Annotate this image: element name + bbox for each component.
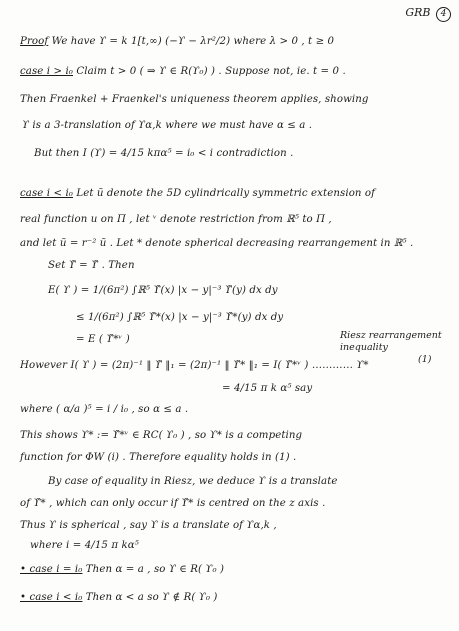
proof-line-l3 (20, 94, 369, 105)
proof-line-l20 (20, 520, 277, 531)
line-text: We have ϒ = k 1[t,∞) (−ϒ − λr²/2) where λ > 0 , t ≥ 0 (48, 36, 335, 47)
proof-line-l19 (20, 498, 325, 509)
underlined-heading: case i < i₀ (20, 188, 73, 199)
proof-line-l6 (20, 188, 375, 199)
margin-note-line: inequality (340, 342, 388, 353)
line-text: By case of equality in Riesz, we deduce ϒ is a translate (48, 476, 338, 487)
line-text: function for ΦW (i) . Therefore equality holds in (1) . (20, 452, 297, 463)
line-text: But then I (ϒ) = 4/15 kπα⁵ = i₀ < i contradiction . (34, 148, 294, 159)
proof-line-l21 (30, 540, 139, 551)
proof-line-l22 (20, 564, 224, 575)
line-text: and let ũ = r⁻² ũ . Let * denote spherical decreasing rearrangement in ℝ⁵ . (20, 238, 414, 249)
proof-line-l11 (76, 312, 283, 323)
proof-line-l8 (20, 238, 413, 249)
line-text: Then α = a , so ϒ ∈ R( ϒ₀ ) (82, 564, 225, 575)
proof-line-l2 (20, 66, 346, 77)
proof-line-l16 (20, 430, 302, 441)
underlined-heading: Proof (20, 36, 49, 47)
line-text: ϒ is a 3-translation of ϒα,k where we must have α ≤ a . (22, 120, 313, 131)
proof-line-l9 (48, 260, 135, 271)
proof-line-l13 (20, 360, 369, 371)
page-number-circle: 4 (436, 7, 451, 22)
proof-line-l17 (20, 452, 296, 463)
line-text: Set ϒ̃ = ϒ̃ . Then (48, 260, 135, 271)
line-text: = E ( ϒ̃*ᵛ ) (76, 334, 130, 345)
line-text: Let ũ denote the 5D cylindrically symmetric extension of (73, 188, 376, 199)
proof-line-l4 (22, 120, 312, 131)
proof-line-l12 (76, 334, 130, 345)
margin-note-riesz (340, 330, 442, 354)
line-text: where i = 4/15 π kα⁵ (30, 540, 139, 551)
line-text: E( ϒ ) = 1/(6π²) ∫ℝ⁵ ϒ̃(x) |x − y|⁻³ ϒ̃(y) dx dy (48, 285, 278, 296)
proof-line-l5 (34, 148, 293, 159)
line-text: However I( ϒ ) = (2π)⁻¹ ‖ ϒ̃ ‖₁ = (2π)⁻¹ ‖ ϒ̃* ‖₁ = I( ϒ̃*ᵛ ) ………… ϒ* (20, 360, 369, 371)
underlined-heading: • case i < i₀ (20, 592, 83, 603)
author-initials: GRB (405, 6, 431, 19)
underlined-heading: • case i = i₀ (20, 564, 83, 575)
line-text: Then Fraenkel + Fraenkel's uniqueness theorem applies, showing (20, 94, 369, 105)
proof-line-l7 (20, 214, 332, 225)
proof-line-l14 (222, 383, 312, 394)
page-header (405, 6, 451, 22)
line-text: = 4/15 π k α⁵ say (222, 383, 313, 394)
line-text: Then α < a so ϒ ∉ R( ϒ₀ ) (82, 592, 218, 603)
proof-line-l10 (48, 285, 278, 296)
line-text: This shows ϒ* := ϒ̃*ᵛ ∈ RC( ϒ₀ ) , so ϒ* is a competing (20, 430, 303, 441)
proof-line-l18 (48, 476, 338, 487)
line-text: ≤ 1/(6π²) ∫ℝ⁵ ϒ̃*(x) |x − y|⁻³ ϒ̃*(y) dx dy (76, 312, 284, 323)
line-text: real function u on Π , let ᵛ denote restriction from ℝ⁵ to Π , (20, 214, 332, 225)
margin-note-line: (1) (418, 354, 432, 365)
margin-note-line: Riesz rearrangement (340, 330, 442, 341)
proof-line-l15 (20, 404, 188, 415)
margin-note-eqnum (418, 354, 431, 366)
line-text: Thus ϒ is spherical , say ϒ is a translate of ϒα,k , (20, 520, 277, 531)
proof-line-l1 (20, 36, 334, 47)
line-text: of ϒ̃* , which can only occur if ϒ̃* is centred on the z axis . (20, 498, 326, 509)
line-text: Claim t > 0 ( ⇒ ϒ ∈ R(ϒ₀) ) . Suppose not, ie. t = 0 . (73, 66, 346, 77)
line-text: where ( α/a )⁵ = i / i₀ , so α ≤ a . (20, 404, 189, 415)
proof-line-l23 (20, 592, 217, 603)
underlined-heading: case i > i₀ (20, 66, 73, 77)
